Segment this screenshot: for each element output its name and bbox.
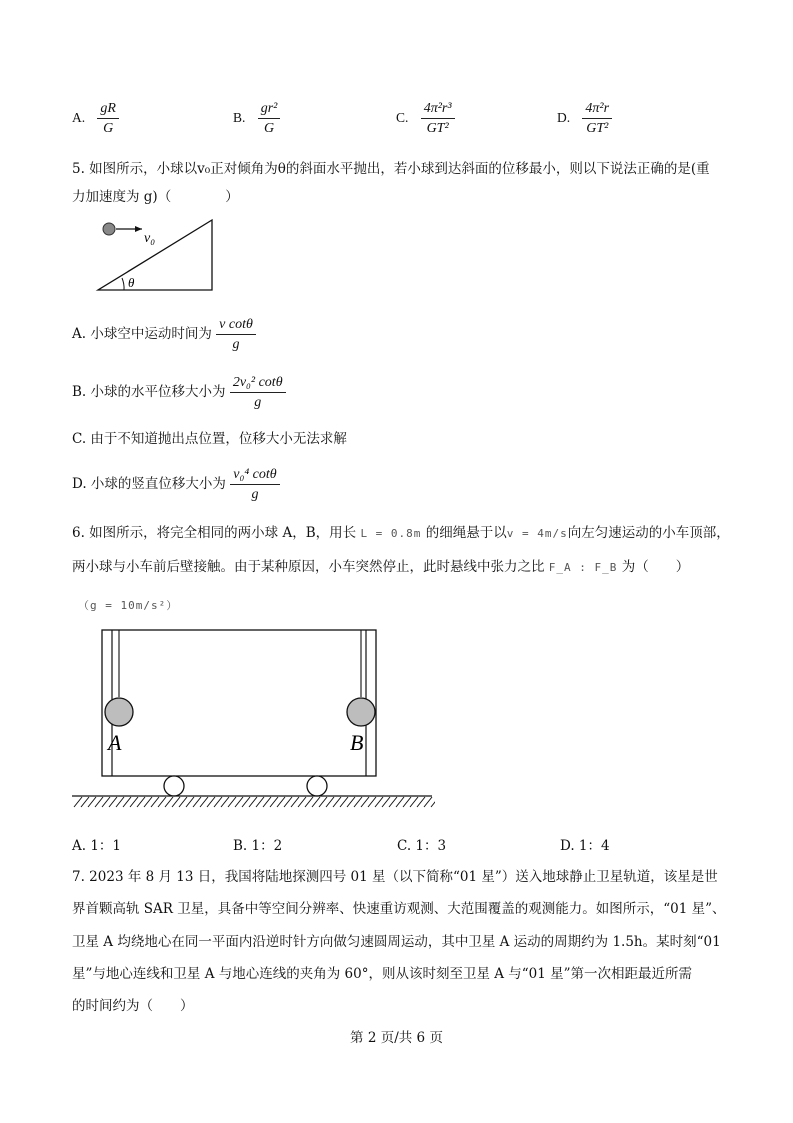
hatch-mark — [403, 797, 411, 807]
q5-option-b: B. 小球的水平位移大小为 $\frac{\text{2v₀² cotθ}}{g}$ — [72, 374, 286, 411]
q5-option-a-formula: $\frac{\text{v cotθ}}{g}$ — [216, 316, 256, 353]
hatch-mark — [277, 797, 285, 807]
hatch-mark — [109, 797, 117, 807]
hatch-mark — [249, 797, 257, 807]
cart-body — [102, 630, 376, 776]
q4-option-c: C. $\frac{\text{4π²r³}}{\text{GT²}}$ — [396, 100, 455, 137]
q5-stem-line2: 力加速度为 g)（ ） — [72, 189, 239, 205]
hatch-mark — [179, 797, 187, 807]
hatch-mark — [214, 797, 222, 807]
q6-stem-line1: 6. 如图所示，将完全相同的两小球 A，B，用长 L = 0.8m 的细绳悬于以v = 4m/s向左匀速运动的小车顶部， — [72, 525, 730, 541]
hatch-mark — [326, 797, 334, 807]
q6-option-c: C. 1：3 — [397, 838, 447, 854]
hatch-mark — [144, 797, 152, 807]
q4-option-b-formula: $\frac{\text{gr²}}{G}$ — [258, 100, 281, 137]
hatch-mark — [312, 797, 320, 807]
ball-a-icon — [105, 698, 133, 726]
hatch-mark — [319, 797, 327, 807]
hatch-mark — [291, 797, 299, 807]
wheel-rear-icon — [307, 776, 327, 796]
hatch-mark — [130, 797, 138, 807]
ball-b-icon — [347, 698, 375, 726]
hatch-mark — [137, 797, 145, 807]
hatch-mark — [347, 797, 355, 807]
hatch-mark — [207, 797, 215, 807]
q4-option-d-formula: $\frac{\text{4π²r}}{\text{GT²}}$ — [582, 100, 612, 137]
q4-option-d: D. $\frac{\text{4π²r}}{\text{GT²}}$ — [557, 100, 612, 137]
q5-option-b-formula: $\frac{\text{2v₀² cotθ}}{g}$ — [230, 374, 286, 411]
theta-label: θ — [128, 275, 135, 290]
hatch-mark — [284, 797, 292, 807]
hatch-mark — [88, 797, 96, 807]
hatch-mark — [417, 797, 425, 807]
arrow-head-icon — [135, 226, 142, 232]
q4-option-c-formula: $\frac{\text{4π²r³}}{\text{GT²}}$ — [421, 100, 455, 137]
hatch-mark — [431, 797, 435, 807]
hatch-mark — [200, 797, 208, 807]
q5-stem-line1: 5. 如图所示，小球以v₀正对倾角为θ的斜面水平抛出，若小球到达斜面的位移最小，则以下说法正确的是(重 — [72, 161, 710, 177]
q7-line2: 界首颗高轨 SAR 卫星，具备中等空间分辨率、快速重访观测、大范围覆盖的观测能力。如图所示，“01 星”、 — [72, 901, 726, 917]
hatch-mark — [193, 797, 201, 807]
hatch-mark — [263, 797, 271, 807]
page-number-footer: 第 2 页/共 6 页 — [350, 1030, 443, 1046]
hatch-mark — [270, 797, 278, 807]
q7-line5: 的时间约为（ ） — [72, 998, 194, 1014]
hatch-mark — [74, 797, 82, 807]
hatch-mark — [172, 797, 180, 807]
hatch-mark — [242, 797, 250, 807]
hatch-mark — [396, 797, 404, 807]
hatch-mark — [123, 797, 131, 807]
hatch-mark — [158, 797, 166, 807]
q5-incline-figure — [92, 212, 222, 294]
hatch-mark — [298, 797, 306, 807]
hatch-mark — [81, 797, 89, 807]
hatch-mark — [333, 797, 341, 807]
angle-arc — [122, 278, 124, 290]
hatch-mark — [305, 797, 313, 807]
hatch-mark — [186, 797, 194, 807]
ball-a-label: A — [108, 730, 122, 755]
ball-b-label: B — [350, 730, 364, 755]
q5-option-a: A. 小球空中运动时间为 $\frac{\text{v cotθ}}{g}$ — [72, 316, 256, 353]
hatch-mark — [235, 797, 243, 807]
q7-line1: 7. 2023 年 8 月 13 日，我国将陆地探测四号 01 星（以下简称“01 星”）送入地球静止卫星轨道，该星是世 — [72, 869, 718, 885]
q5-option-d: D. 小球的竖直位移大小为 $\frac{\text{v₀⁴ cotθ}}{g}$ — [72, 466, 280, 503]
q6-g-note: （g = 10m/s²） — [78, 599, 179, 612]
hatch-mark — [424, 797, 432, 807]
q5-option-d-formula: $\frac{\text{v₀⁴ cotθ}}{g}$ — [230, 466, 279, 503]
q4-option-a: A. $\frac{gR}{G}$ — [72, 100, 119, 137]
hatch-mark — [116, 797, 124, 807]
q6-options — [72, 834, 732, 856]
hatch-mark — [256, 797, 264, 807]
hatch-mark — [340, 797, 348, 807]
hatch-mark — [102, 797, 110, 807]
ball-icon — [103, 223, 115, 235]
hatch-mark — [354, 797, 362, 807]
hatch-mark — [95, 797, 103, 807]
q6-option-a: A. 1：1 — [72, 838, 122, 854]
hatch-mark — [361, 797, 369, 807]
hatch-mark — [382, 797, 390, 807]
q7-line3: 卫星 A 均绕地心在同一平面内沿逆时针方向做匀速圆周运动，其中卫星 A 运动的周期约为 1.5h。某时刻“01 — [72, 934, 721, 950]
q6-cart-figure — [70, 626, 435, 814]
hatch-mark — [221, 797, 229, 807]
hatch-mark — [389, 797, 397, 807]
ground-hatching — [74, 797, 435, 807]
hatch-mark — [375, 797, 383, 807]
hatch-mark — [410, 797, 418, 807]
hatch-mark — [151, 797, 159, 807]
q6-option-b: B. 1：2 — [233, 838, 283, 854]
q5-option-c: C. 由于不知道抛出点位置，位移大小无法求解 — [72, 431, 347, 447]
v0-label: v₀ — [144, 231, 156, 246]
q7-line4: 星”与地心连线和卫星 A 与地心连线的夹角为 60°，则从该时刻至卫星 A 与“01 星”第一次相距最近所需 — [72, 966, 693, 982]
q4-option-b: B. $\frac{\text{gr²}}{G}$ — [233, 100, 280, 137]
wheel-front-icon — [164, 776, 184, 796]
hatch-mark — [165, 797, 173, 807]
q6-stem-line2: 两小球与小车前后壁接触。由于某种原因，小车突然停止，此时悬线中张力之比 F_A : F_B 为（ ） — [72, 559, 690, 575]
hatch-mark — [228, 797, 236, 807]
q4-option-a-formula: $\frac{gR}{G}$ — [97, 100, 119, 137]
hatch-mark — [368, 797, 376, 807]
q6-option-d: D. 1：4 — [560, 838, 610, 854]
